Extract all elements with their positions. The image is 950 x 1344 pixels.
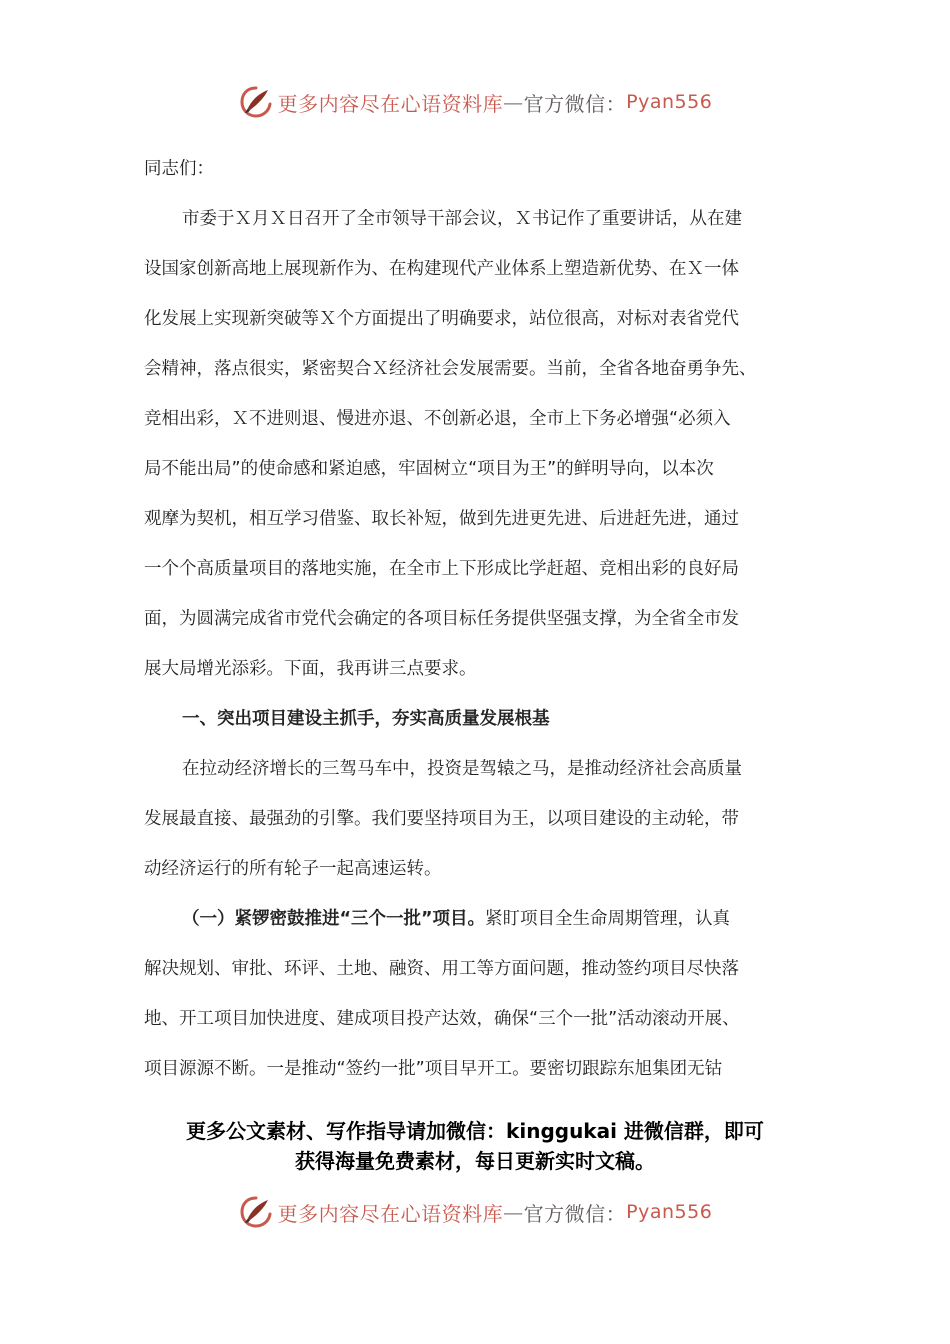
subsection-heading: （一）紧锣密鼓推进“三个一批”项目。 — [182, 909, 486, 929]
promo-line-1: 更多公文素材、写作指导请加微信：kinggukai 进微信群，即可 — [186, 1119, 764, 1143]
paragraph-line: 解决规划、审批、环评、土地、融资、用工等方面问题，推动签约项目尽快落 — [144, 959, 739, 979]
subsection-line — [144, 894, 806, 944]
header-banner-bottom — [0, 1192, 950, 1232]
banner-main-text: 更多内容尽在心语资料库 — [277, 1201, 504, 1226]
document-body — [144, 144, 806, 1094]
paragraph-line: 一个个高质量项目的落地实施，在全市上下形成比学赶超、竞相出彩的良好局 — [144, 559, 739, 579]
section-heading: 一、突出项目建设主抓手，夯实高质量发展根基 — [182, 709, 550, 729]
paragraph-line: 市委于Ｘ月Ｘ日召开了全市领导干部会议，Ｘ书记作了重要讲话，从在建 — [182, 209, 742, 229]
paragraph-line: 会精神，落点很实，紧密契合Ｘ经济社会发展需要。当前，全省各地奋勇争先、 — [144, 359, 757, 379]
salutation: 同志们： — [144, 159, 214, 179]
banner-wechat-id: Pyan556 — [626, 91, 713, 113]
paragraph-line: 发展最直接、最强劲的引擎。我们要坚持项目为王，以项目建设的主动轮，带 — [144, 809, 739, 829]
paragraph-line: 展大局增光添彩。下面，我再讲三点要求。 — [144, 659, 477, 679]
banner-wechat-id: Pyan556 — [626, 1201, 713, 1223]
brush-logo-icon — [238, 84, 274, 120]
paragraph-line: 动经济运行的所有轮子一起高速运转。 — [144, 859, 442, 879]
paragraph-line: 设国家创新高地上展现新作为、在构建现代产业体系上塑造新优势、在Ｘ一体 — [144, 259, 739, 279]
banner-dash: — — [503, 90, 524, 114]
paragraph-line: 化发展上实现新突破等Ｘ个方面提出了明确要求，站位很高，对标对表省党代 — [144, 309, 739, 329]
promo-line-2: 获得海量免费素材，每日更新实时文稿。 — [295, 1149, 655, 1173]
brush-logo-icon — [238, 1194, 274, 1230]
banner-sub-text: 官方微信： — [523, 1201, 627, 1226]
paragraph-line: 地、开工项目加快进度、建成项目投产达效，确保“三个一批”活动滚动开展、 — [144, 1009, 740, 1029]
paragraph-line: 观摩为契机，相互学习借鉴、取长补短，做到先进更先进、后进赶先进，通过 — [144, 509, 739, 529]
banner-dash: — — [503, 1200, 524, 1224]
banner-main-text: 更多内容尽在心语资料库 — [277, 91, 504, 116]
banner-sub-text: 官方微信： — [523, 91, 627, 116]
promo-notice — [0, 1116, 950, 1176]
paragraph-line: 竞相出彩，Ｘ不进则退、慢进亦退、不创新必退，全市上下务必增强“必须入 — [144, 409, 731, 429]
header-banner-top — [0, 82, 950, 122]
paragraph-line: 面，为圆满完成省市党代会确定的各项目标任务提供坚强支撑，为全省全市发 — [144, 609, 739, 629]
paragraph-line: 项目源源不断。一是推动“签约一批”项目早开工。要密切跟踪东旭集团无钴 — [144, 1059, 723, 1079]
paragraph-line: 局不能出局”的使命感和紧迫感，牢固树立“项目为王”的鲜明导向，以本次 — [144, 459, 714, 479]
subsection-text: 紧盯项目全生命周期管理，认真 — [485, 909, 731, 929]
paragraph-line: 在拉动经济增长的三驾马车中，投资是驾辕之马，是推动经济社会高质量 — [182, 759, 742, 779]
